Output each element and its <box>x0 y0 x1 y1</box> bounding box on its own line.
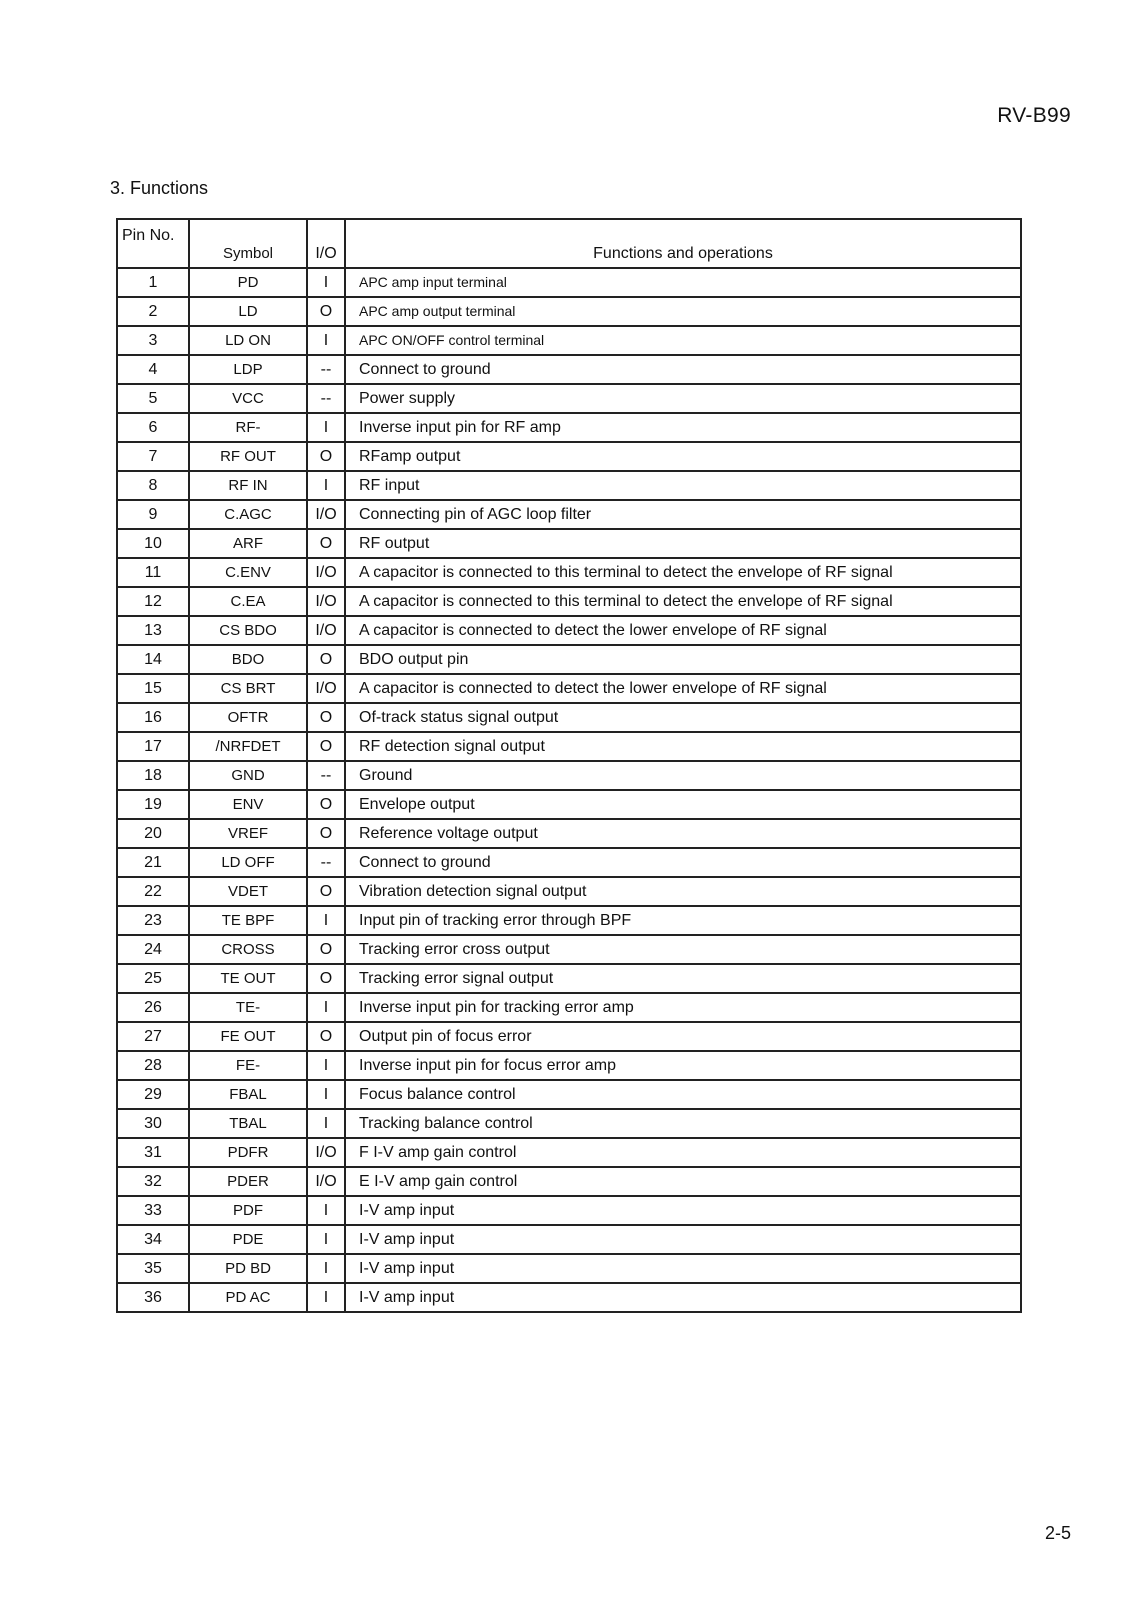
pin-number-cell: 7 <box>117 442 189 471</box>
symbol-cell: C.ENV <box>189 558 307 587</box>
pin-number-cell: 36 <box>117 1283 189 1312</box>
function-description-cell: Connect to ground <box>345 848 1021 877</box>
symbol-cell: PDFR <box>189 1138 307 1167</box>
function-description-cell: A capacitor is connected to this terminal to detect the envelope of RF signal <box>345 587 1021 616</box>
function-description-cell: Vibration detection signal output <box>345 877 1021 906</box>
io-cell: -- <box>307 384 345 413</box>
table-row <box>117 906 1021 935</box>
function-description-cell: Output pin of focus error <box>345 1022 1021 1051</box>
section-title: 3. Functions <box>110 178 209 198</box>
function-description-cell: RF detection signal output <box>345 732 1021 761</box>
function-description-cell: Tracking balance control <box>345 1109 1021 1138</box>
io-cell: I/O <box>307 616 345 645</box>
function-description-cell: Inverse input pin for focus error amp <box>345 1051 1021 1080</box>
io-cell: I <box>307 1109 345 1138</box>
table-row <box>117 935 1021 964</box>
function-description-cell: Connecting pin of AGC loop filter <box>345 500 1021 529</box>
symbol-cell: PDER <box>189 1167 307 1196</box>
symbol-cell: FBAL <box>189 1080 307 1109</box>
function-description-cell: RF input <box>345 471 1021 500</box>
io-cell: I/O <box>307 558 345 587</box>
symbol-cell: TE BPF <box>189 906 307 935</box>
function-description-cell: E I-V amp gain control <box>345 1167 1021 1196</box>
function-description-cell: Tracking error signal output <box>345 964 1021 993</box>
io-cell: I <box>307 1254 345 1283</box>
function-description-cell: Connect to ground <box>345 355 1021 384</box>
symbol-cell: CROSS <box>189 935 307 964</box>
io-cell: I/O <box>307 587 345 616</box>
symbol-cell: TE OUT <box>189 964 307 993</box>
io-cell: I/O <box>307 674 345 703</box>
io-cell: I/O <box>307 500 345 529</box>
function-description-cell: I-V amp input <box>345 1254 1021 1283</box>
table-row <box>117 819 1021 848</box>
pin-number-cell: 21 <box>117 848 189 877</box>
io-cell: O <box>307 703 345 732</box>
io-cell: O <box>307 964 345 993</box>
symbol-cell: RF- <box>189 413 307 442</box>
pin-number-cell: 10 <box>117 529 189 558</box>
pin-number-cell: 4 <box>117 355 189 384</box>
io-cell: O <box>307 442 345 471</box>
pin-number-cell: 20 <box>117 819 189 848</box>
io-cell: -- <box>307 761 345 790</box>
table-row <box>117 732 1021 761</box>
function-description-cell: BDO output pin <box>345 645 1021 674</box>
table-row <box>117 442 1021 471</box>
io-cell: O <box>307 529 345 558</box>
table-row <box>117 616 1021 645</box>
table-body <box>117 268 1021 1312</box>
function-description-cell: RFamp output <box>345 442 1021 471</box>
io-cell: I/O <box>307 1138 345 1167</box>
table-row <box>117 1283 1021 1312</box>
table-row <box>117 993 1021 1022</box>
pin-number-cell: 17 <box>117 732 189 761</box>
function-description-cell: Reference voltage output <box>345 819 1021 848</box>
symbol-cell: PDF <box>189 1196 307 1225</box>
pin-number-cell: 14 <box>117 645 189 674</box>
table-row <box>117 877 1021 906</box>
function-description-cell: I-V amp input <box>345 1196 1021 1225</box>
io-cell: I <box>307 413 345 442</box>
column-header-io: I/O <box>307 219 345 268</box>
table-row <box>117 558 1021 587</box>
table-row <box>117 1138 1021 1167</box>
pin-number-cell: 27 <box>117 1022 189 1051</box>
table-row <box>117 326 1021 355</box>
header-row <box>117 219 1021 268</box>
table-row <box>117 1196 1021 1225</box>
pin-number-cell: 33 <box>117 1196 189 1225</box>
pin-number-cell: 22 <box>117 877 189 906</box>
io-cell: O <box>307 790 345 819</box>
table-row <box>117 413 1021 442</box>
io-cell: I <box>307 1080 345 1109</box>
pin-number-cell: 31 <box>117 1138 189 1167</box>
io-cell: O <box>307 732 345 761</box>
table-row <box>117 500 1021 529</box>
symbol-cell: ARF <box>189 529 307 558</box>
table-row <box>117 645 1021 674</box>
pin-number-cell: 1 <box>117 268 189 297</box>
function-description-cell: F I-V amp gain control <box>345 1138 1021 1167</box>
symbol-cell: C.AGC <box>189 500 307 529</box>
symbol-cell: PDE <box>189 1225 307 1254</box>
symbol-cell: PD BD <box>189 1254 307 1283</box>
column-header-functions: Functions and operations <box>345 219 1021 268</box>
table-row <box>117 674 1021 703</box>
model-number: RV-B99 <box>997 104 1071 127</box>
table-row <box>117 529 1021 558</box>
pin-number-cell: 8 <box>117 471 189 500</box>
pin-number-cell: 32 <box>117 1167 189 1196</box>
table-row <box>117 1051 1021 1080</box>
symbol-cell: RF IN <box>189 471 307 500</box>
symbol-cell: VREF <box>189 819 307 848</box>
pin-number-cell: 23 <box>117 906 189 935</box>
symbol-cell: BDO <box>189 645 307 674</box>
function-description-cell: RF output <box>345 529 1021 558</box>
column-header-pin-no: Pin No. <box>117 219 189 268</box>
pin-number-cell: 18 <box>117 761 189 790</box>
io-cell: I <box>307 1283 345 1312</box>
function-description-cell: Focus balance control <box>345 1080 1021 1109</box>
table-row <box>117 964 1021 993</box>
io-cell: -- <box>307 848 345 877</box>
io-cell: I <box>307 268 345 297</box>
pin-number-cell: 9 <box>117 500 189 529</box>
table-row <box>117 790 1021 819</box>
symbol-cell: CS BDO <box>189 616 307 645</box>
table-row <box>117 268 1021 297</box>
function-description-cell: A capacitor is connected to detect the lower envelope of RF signal <box>345 616 1021 645</box>
pin-number-cell: 29 <box>117 1080 189 1109</box>
pin-number-cell: 19 <box>117 790 189 819</box>
pin-number-cell: 3 <box>117 326 189 355</box>
function-description-cell: Of-track status signal output <box>345 703 1021 732</box>
symbol-cell: RF OUT <box>189 442 307 471</box>
table-row <box>117 1254 1021 1283</box>
pin-functions-table <box>116 218 1022 1313</box>
io-cell: I <box>307 906 345 935</box>
pin-number-cell: 12 <box>117 587 189 616</box>
function-description-cell: APC amp output terminal <box>345 297 1021 326</box>
pin-number-cell: 16 <box>117 703 189 732</box>
symbol-cell: VDET <box>189 877 307 906</box>
symbol-cell: LD ON <box>189 326 307 355</box>
pin-number-cell: 11 <box>117 558 189 587</box>
pin-number-cell: 13 <box>117 616 189 645</box>
pin-number-cell: 28 <box>117 1051 189 1080</box>
function-description-cell: Input pin of tracking error through BPF <box>345 906 1021 935</box>
pin-number-cell: 25 <box>117 964 189 993</box>
io-cell: O <box>307 297 345 326</box>
table-row <box>117 761 1021 790</box>
io-cell: O <box>307 877 345 906</box>
io-cell: I <box>307 326 345 355</box>
io-cell: -- <box>307 355 345 384</box>
table-row <box>117 1225 1021 1254</box>
io-cell: O <box>307 1022 345 1051</box>
table-row <box>117 703 1021 732</box>
symbol-cell: OFTR <box>189 703 307 732</box>
pin-number-cell: 34 <box>117 1225 189 1254</box>
table-row <box>117 1109 1021 1138</box>
pin-number-cell: 15 <box>117 674 189 703</box>
table-row <box>117 471 1021 500</box>
io-cell: O <box>307 819 345 848</box>
symbol-cell: C.EA <box>189 587 307 616</box>
pin-number-cell: 24 <box>117 935 189 964</box>
function-description-cell: Envelope output <box>345 790 1021 819</box>
io-cell: I <box>307 1051 345 1080</box>
function-description-cell: I-V amp input <box>345 1283 1021 1312</box>
pin-number-cell: 35 <box>117 1254 189 1283</box>
symbol-cell: ENV <box>189 790 307 819</box>
symbol-cell: PD <box>189 268 307 297</box>
symbol-cell: LDP <box>189 355 307 384</box>
pin-number-cell: 6 <box>117 413 189 442</box>
table-row <box>117 384 1021 413</box>
table-row <box>117 297 1021 326</box>
table-row <box>117 587 1021 616</box>
io-cell: I <box>307 993 345 1022</box>
pin-number-cell: 30 <box>117 1109 189 1138</box>
io-cell: I <box>307 471 345 500</box>
function-description-cell: Tracking error cross output <box>345 935 1021 964</box>
table-row <box>117 1080 1021 1109</box>
pin-number-cell: 5 <box>117 384 189 413</box>
symbol-cell: LD OFF <box>189 848 307 877</box>
function-description-cell: I-V amp input <box>345 1225 1021 1254</box>
symbol-cell: GND <box>189 761 307 790</box>
pin-number-cell: 26 <box>117 993 189 1022</box>
symbol-cell: PD AC <box>189 1283 307 1312</box>
io-cell: O <box>307 645 345 674</box>
column-header-symbol: Symbol <box>189 219 307 268</box>
io-cell: O <box>307 935 345 964</box>
io-cell: I <box>307 1196 345 1225</box>
symbol-cell: LD <box>189 297 307 326</box>
table-row <box>117 1022 1021 1051</box>
function-description-cell: A capacitor is connected to detect the lower envelope of RF signal <box>345 674 1021 703</box>
symbol-cell: FE OUT <box>189 1022 307 1051</box>
symbol-cell: TBAL <box>189 1109 307 1138</box>
function-description-cell: Inverse input pin for tracking error amp <box>345 993 1021 1022</box>
function-description-cell: A capacitor is connected to this terminal to detect the envelope of RF signal <box>345 558 1021 587</box>
table-row <box>117 1167 1021 1196</box>
function-description-cell: Ground <box>345 761 1021 790</box>
pin-number-cell: 2 <box>117 297 189 326</box>
function-description-cell: Power supply <box>345 384 1021 413</box>
function-description-cell: APC ON/OFF control terminal <box>345 326 1021 355</box>
function-description-cell: APC amp input terminal <box>345 268 1021 297</box>
symbol-cell: CS BRT <box>189 674 307 703</box>
symbol-cell: /NRFDET <box>189 732 307 761</box>
page-number: 2-5 <box>1044 1523 1071 1543</box>
symbol-cell: TE- <box>189 993 307 1022</box>
io-cell: I/O <box>307 1167 345 1196</box>
function-description-cell: Inverse input pin for RF amp <box>345 413 1021 442</box>
table-header <box>117 219 1021 268</box>
symbol-cell: FE- <box>189 1051 307 1080</box>
table-row <box>117 355 1021 384</box>
symbol-cell: VCC <box>189 384 307 413</box>
io-cell: I <box>307 1225 345 1254</box>
table-row <box>117 848 1021 877</box>
